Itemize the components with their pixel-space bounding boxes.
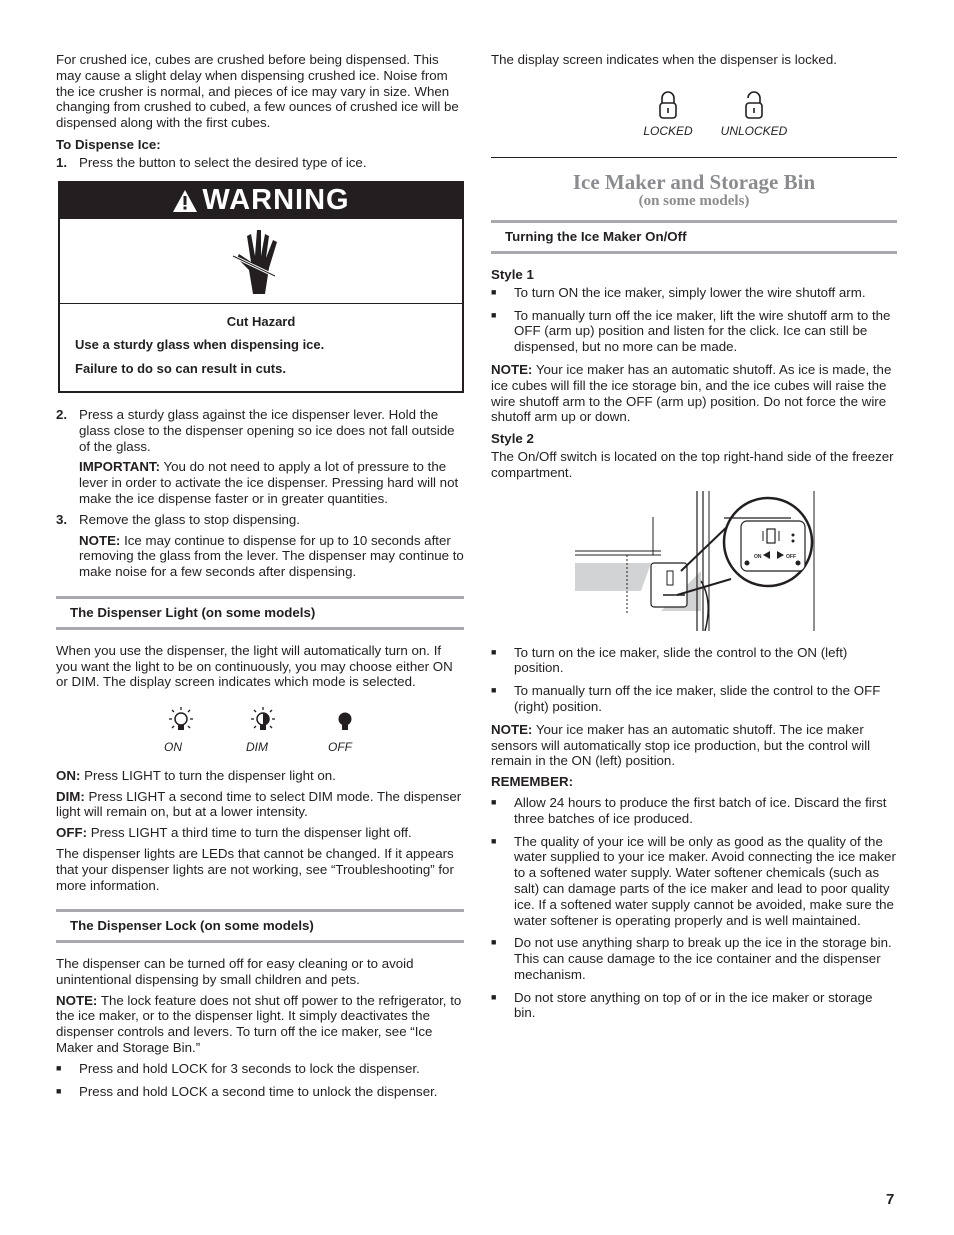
dispenser-lock-heading: The Dispenser Lock (on some models) (56, 909, 464, 943)
step-text: Remove the glass to stop dispensing. (79, 511, 301, 527)
bullet-text: To turn on the ice maker, slide the control to the ON (left) position. (514, 644, 848, 676)
padlock-unlocked-icon (744, 90, 764, 120)
bullet-text: Press and hold LOCK for 3 seconds to lock the dispenser. (79, 1060, 420, 1076)
bullet-text: To manually turn off the ice maker, slide the control to the OFF (right) position. (514, 683, 881, 714)
bulb-on-icon (164, 706, 198, 736)
step-number: 2. (56, 406, 68, 422)
bullet-square-icon: ■ (56, 1062, 62, 1073)
list-item (491, 795, 897, 827)
bullet-text: To manually turn off the ice maker, lift the wire shutoff arm to the OFF (arm up) position and listen for the click. Ice can still be dispensed, but no more can be made. (514, 307, 891, 355)
light-caption: DIM (246, 739, 268, 754)
warning-header (60, 183, 462, 219)
divider (491, 157, 897, 158)
to-dispense-heading: To Dispense Ice: (56, 136, 161, 152)
on-label: ON (754, 553, 762, 560)
off-label: OFF: (56, 825, 88, 841)
left-column (56, 52, 464, 1106)
light-icons (164, 706, 464, 756)
style-1-heading: Style 1 (491, 266, 534, 282)
bullet-square-icon: ■ (491, 991, 497, 1002)
bullet-text: To turn ON the ice maker, simply lower the wire shutoff arm. (514, 284, 866, 300)
bullet-square-icon: ■ (491, 835, 497, 846)
cut-hand-icon (231, 226, 291, 296)
note-label: NOTE: (79, 532, 121, 548)
turning-heading: Turning the Ice Maker On/Off (491, 220, 897, 254)
bullet-text: Allow 24 hours to produce the first batch of ice. Discard the first three batches of ice produced. (514, 794, 887, 826)
important-note (79, 459, 464, 506)
list-item (56, 1061, 464, 1077)
dim-text: Press LIGHT a second time to select DIM mode. The dispenser light will remain on, but at a lower intensity. (56, 788, 462, 820)
lock-caption: UNLOCKED (720, 123, 788, 138)
note-label: NOTE: (491, 721, 533, 737)
light-dim-item (246, 706, 328, 756)
step-text: Press a sturdy glass against the ice dispenser lever. Hold the glass close to the dispenser opening so ice does not fall outside of the glass. (79, 406, 455, 454)
step-number: 3. (56, 511, 68, 527)
light-caption: ON (164, 739, 182, 754)
list-item (491, 308, 897, 355)
note-text: Your ice maker has an automatic shutoff. The ice maker sensors will automatically stop ice production, but the control will remain in the ON (left) position. (491, 721, 871, 769)
bullet-text: Press and hold LOCK a second time to unlock the dispenser. (79, 1083, 438, 1099)
warning-title: WARNING (202, 183, 350, 216)
bullet-square-icon: ■ (491, 937, 497, 948)
note-4 (491, 722, 897, 769)
list-item (491, 285, 897, 301)
list-item (56, 1084, 464, 1100)
bullet-text: The quality of your ice will be only as good as the quality of the water supplied to your ice maker. Avoid connecting the ice maker to a softened water supply. Water softener chemicals (such as salt) can damage parts of the ice maker and lead to poor quality ice. If a softened water supply cannot be avoided, make sure the water softener is operating properly and is well maintained. (514, 833, 896, 928)
remember-heading: REMEMBER: (491, 774, 573, 790)
warning-line-2: Failure to do so can result in cuts. (75, 361, 286, 377)
bulb-dim-icon (246, 706, 280, 736)
freezer-switch-illustration (491, 491, 897, 631)
padlock-locked-icon (658, 90, 678, 120)
light-off-item (328, 706, 410, 756)
off-mode (56, 825, 464, 841)
step-text: Press the button to select the desired type of ice. (79, 154, 367, 170)
section-subtitle: (on some models) (638, 193, 750, 210)
bulb-off-icon (328, 706, 362, 736)
note-text: Your ice maker has an automatic shutoff. As ice is made, the ice cubes will fill the ice storage bin, and the ice cubes will raise the wire shutoff arm to the OFF (arm up) position. Do not force the wire shutoff arm up or down. (491, 361, 892, 425)
light-intro: When you use the dispenser, the light will automatically turn on. If you want the light to be on continuously, you may choose either ON or DIM. The display screen indicates which mode is selected. (56, 642, 453, 690)
light-on-item (164, 706, 246, 756)
list-item (491, 645, 897, 677)
cut-hazard-illustration (60, 219, 462, 304)
lock-caption: LOCKED (643, 123, 693, 138)
off-text: Press LIGHT a third time to turn the dispenser light off. (87, 825, 412, 841)
right-column (491, 52, 897, 1028)
led-paragraph: The dispenser lights are LEDs that cannot be changed. If it appears that your dispenser lights are not working, see “Troubleshooting” for more information. (56, 845, 454, 893)
bullet-square-icon: ■ (491, 796, 497, 807)
list-item (491, 990, 897, 1022)
list-item (491, 935, 897, 982)
note-2 (56, 993, 464, 1056)
bullet-square-icon: ■ (491, 685, 497, 696)
dim-mode (56, 789, 464, 821)
intro-paragraph: For crushed ice, cubes are crushed before being dispensed. This may cause a slight delay when dispensing crushed ice. Noise from the ice crusher is normal, and pieces of ice may vary in size. When changing from crushed to cubed, a few ounces of crushed ice will be dispensed along with the first cubes. (56, 52, 459, 131)
style-2-text: The On/Off switch is located on the top right-hand side of the freezer compartment. (491, 448, 894, 480)
section-title: Ice Maker and Storage Bin (572, 170, 816, 195)
warning-text (60, 304, 462, 391)
list-item (491, 834, 897, 929)
bullet-square-icon: ■ (491, 646, 497, 657)
off-label: OFF (786, 553, 796, 560)
warning-box (58, 181, 464, 393)
note-text: Ice may continue to dispense for up to 10 seconds after removing the glass from the lever. The dispenser may continue to make noise for a few seconds after dispensing. (79, 532, 464, 580)
hazard-title: Cut Hazard (226, 313, 296, 329)
warning-triangle-icon (172, 189, 198, 213)
step-1 (56, 155, 464, 171)
display-text: The display screen indicates when the dispenser is locked. (491, 52, 837, 67)
locked-item (625, 90, 711, 140)
bullet-square-icon: ■ (491, 309, 497, 320)
light-caption: OFF (328, 739, 352, 754)
bullet-square-icon: ■ (56, 1085, 62, 1096)
unlocked-item (711, 90, 797, 140)
bullet-square-icon: ■ (491, 286, 497, 297)
important-text: You do not need to apply a lot of pressure to the lever in order to activate the ice dispenser. Pressing hard will not make the ice dispense faster or in greater quantities. (79, 459, 459, 506)
page-number: 7 (886, 1191, 895, 1208)
on-mode (56, 768, 464, 784)
lock-icons (625, 90, 897, 140)
ice-maker-switch-figure (491, 491, 897, 631)
lock-intro: The dispenser can be turned off for easy cleaning or to avoid unintentional dispensing by small children and pets. (56, 956, 414, 987)
warning-line-1: Use a sturdy glass when dispensing ice. (75, 337, 325, 353)
step-2 (56, 407, 464, 454)
step-3 (56, 512, 464, 528)
list-item (491, 683, 897, 715)
bullet-text: Do not use anything sharp to break up the ice in the storage bin. This can cause damage to the ice container and the dispenser mechanism. (514, 935, 892, 982)
dispenser-light-heading: The Dispenser Light (on some models) (56, 596, 464, 630)
style-2-heading: Style 2 (491, 431, 534, 447)
note-label: NOTE: (56, 992, 98, 1008)
note-3 (491, 362, 897, 425)
note-text: The lock feature does not shut off power to the refrigerator, to the ice maker, or to the dispenser light. It simply deactivates the dispenser controls and levers. To turn off the ice maker, see “Ice Maker and Storage Bin.” (56, 992, 462, 1056)
bullet-text: Do not store anything on top of or in the ice maker or storage bin. (514, 989, 873, 1021)
note-label: NOTE: (491, 361, 533, 377)
step-number: 1. (56, 154, 68, 170)
dim-label: DIM: (56, 788, 85, 804)
on-text: Press LIGHT to turn the dispenser light on. (80, 767, 336, 783)
on-label: ON: (56, 767, 81, 783)
note-1 (79, 533, 464, 580)
important-label: IMPORTANT: (79, 459, 161, 475)
